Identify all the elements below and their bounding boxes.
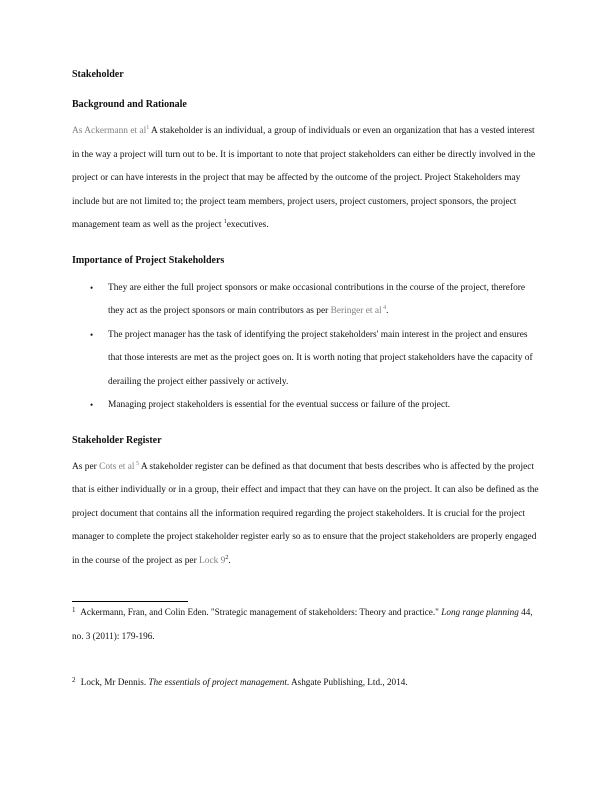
footnote-text: Ackermann, Fran, and Colin Eden. "Strategic management of stakeholders: Theory and practice." (78, 607, 442, 617)
footnote-1 (72, 598, 540, 648)
paragraph-text: A stakeholder register can be defined as that document that bests describes who is affected by the project that is either individually or in a group, their effect and impact that they can have on the project. It can also be defined as the project document that contains all the information required regarding the project stakeholders. It is crucial for the project manager to complete the project stakeholder register early so as to ensure that the project stakeholders are properly engaged in the course of the project as per (72, 461, 539, 566)
citation-superscript: 4 (381, 305, 387, 311)
bullet-icon: • (90, 282, 94, 293)
section-heading-background: Background and Rationale (72, 99, 187, 110)
section-heading-importance: Importance of Project Stakeholders (72, 254, 225, 266)
footnotes (72, 598, 540, 694)
bullet-icon: • (90, 329, 94, 340)
list-item-text: Managing project stakeholders is essential for the eventual success or failure of the project. (108, 400, 451, 410)
footnote-ref-1: 1 (223, 219, 227, 225)
footnote-book-title: The essentials of project management (148, 677, 287, 687)
register-paragraph (72, 456, 540, 574)
background-paragraph (72, 120, 540, 238)
bullet-icon: • (90, 400, 94, 410)
importance-list (72, 277, 540, 418)
footnote-2 (72, 668, 540, 694)
footnote-number: 2 (72, 676, 76, 684)
list-item-text: They are either the full project sponsors or make occasional contributions in the course of the project, therefore they act as the project sponsors or main contributors as per (108, 282, 526, 316)
footnote-text: Lock, Mr Dennis. (78, 677, 149, 687)
footnote-ref-2: 2 (225, 554, 229, 561)
citation-cots: Cots et al (99, 461, 135, 472)
paragraph-lead: As per (72, 461, 100, 472)
document-body (72, 68, 540, 573)
list-item-tail: . (386, 306, 389, 316)
list-item (72, 324, 540, 395)
footnote-number: 1 (72, 606, 76, 614)
list-item (72, 394, 540, 418)
citation-superscript: 5 (134, 460, 139, 467)
citation-superscript: 1 (146, 125, 150, 131)
section-heading-register: Stakeholder Register (72, 434, 162, 446)
footnote-journal: Long range planning (441, 607, 519, 617)
citation-ackermann: As Ackermann et al (72, 126, 147, 136)
paragraph-text: A stakeholder is an individual, a group of individuals or even an organization that has a vested interest in the way a project will turn out to be. It is important to note that project stakeholders can either be directly involved in the project or can have interests in the project that may be affected by the outcome of the project. Project Stakeholders may include but are not limited to; the project team members, project users, project customers, project sponsors, the project management team as well as the project (72, 126, 536, 230)
paragraph-tail: . (228, 555, 231, 566)
list-item-text: The project manager has the task of identifying the project stakeholders' main interest in the project and ensures that those interests are met as the project goes on. It is worth noting that project stakeholders have the capacity of derailing the project either passively or actively. (108, 329, 533, 387)
citation-lock: Lock 9 (199, 555, 226, 566)
list-item (72, 277, 540, 324)
citation-beringer: Beringer et al (330, 306, 382, 316)
paragraph-tail: executives. (226, 220, 269, 230)
footnote-tail: 44, no. 3 (2011): 179-196. (72, 607, 533, 641)
footnote-tail: . Ashgate Publishing, Ltd., 2014. (286, 677, 408, 687)
document-title: Stakeholder (72, 69, 124, 80)
